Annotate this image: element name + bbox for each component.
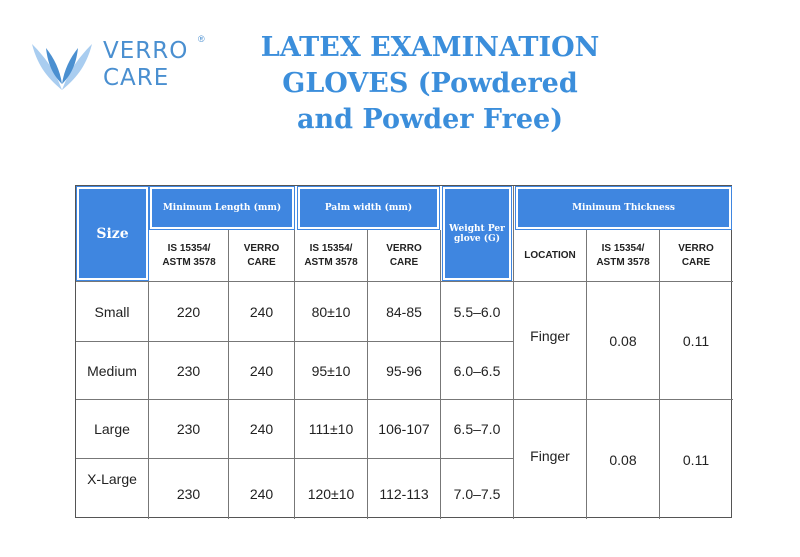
cell-weight: 6.5–7.0 [453,421,501,437]
cell-length-verro: 240 [249,485,274,502]
cell-size: Large [94,421,130,437]
title-line: GLOVES (Powdered [282,68,578,99]
subheader-length-verro: VERRO CARE [243,243,280,268]
cell-palm-is: 80±10 [311,303,351,320]
cell-palm-is: 120±10 [307,485,355,502]
cell-thickness-is: 0.08 [609,452,637,468]
cell-size: Medium [87,362,137,379]
cell-size: X-Large [87,471,137,487]
cell-palm-verro: 84-85 [386,303,422,320]
subheader-palm-is: IS 15354/ ASTM 3578 [304,243,358,268]
subheader-thickness-verro: VERRO CARE [678,243,714,268]
cell-location: Finger [530,448,570,464]
title-line: and Powder Free) [297,104,563,135]
brand-logo [28,28,228,98]
header-weight: Weight Per glove (G) [443,187,511,280]
brand-name-line1: VERRO [103,38,189,64]
cell-thickness-verro: 0.11 [682,333,710,349]
header-min-length: Minimum Length (mm) [150,187,294,229]
title-line: LATEX EXAMINATION [260,32,600,63]
cell-weight: 7.0–7.5 [453,485,501,502]
header-min-thickness: Minimum Thickness [516,187,731,229]
cell-weight: 5.5–6.0 [453,303,501,320]
subheader-location: LOCATION [524,250,576,261]
cell-length-verro: 240 [249,362,274,379]
cell-location: Finger [530,328,570,344]
cell-length-verro: 240 [249,303,274,320]
header-palm-width: Palm width (mm) [298,187,439,229]
cell-palm-verro: 95-96 [386,362,422,379]
registered-mark: ® [198,34,205,44]
page-title [215,30,645,138]
hands-leaf-icon [28,38,98,98]
brand-name-line2: CARE [103,65,170,91]
cell-length-is: 230 [176,421,201,437]
cell-palm-is: 111±10 [308,421,354,437]
cell-palm-verro: 112-113 [379,485,429,502]
cell-length-is: 230 [176,485,201,502]
header-size: Size [77,187,148,280]
cell-thickness-verro: 0.11 [682,452,710,468]
cell-thickness-is: 0.08 [609,333,637,349]
cell-length-is: 220 [176,303,201,320]
cell-length-verro: 240 [249,421,274,437]
cell-palm-is: 95±10 [311,362,351,379]
cell-weight: 6.0–6.5 [453,362,501,379]
subheader-length-is: IS 15354/ ASTM 3578 [162,243,216,268]
subheader-thickness-is: IS 15354/ ASTM 3578 [596,243,650,268]
cell-palm-verro: 106-107 [378,421,430,437]
cell-length-is: 230 [176,362,201,379]
specs-table [75,185,732,518]
cell-size: Small [94,303,130,320]
subheader-palm-verro: VERRO CARE [386,243,422,268]
